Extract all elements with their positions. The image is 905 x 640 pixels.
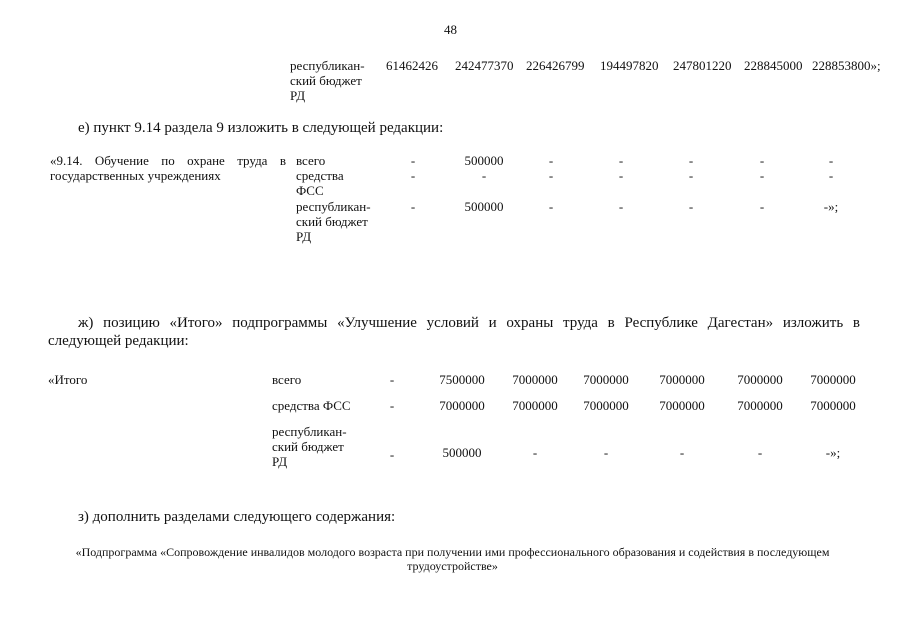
itogo-value: 7000000 — [737, 372, 783, 387]
itogo-value: -»; — [825, 445, 841, 460]
itogo-value: 7000000 — [512, 372, 558, 387]
item-9-14-value: - — [548, 168, 554, 183]
table1-value: 242477370 — [455, 58, 514, 73]
paragraph-zh-line1: ж) позицию «Итого» подпрограммы «Улучшение условий и охраны труда в Республике Дагестан» изложить в — [78, 315, 860, 331]
source-line: РД — [290, 88, 306, 103]
item-9-14-value: 500000 — [464, 153, 504, 168]
itogo-value: - — [389, 372, 395, 387]
item-9-14-value: 500000 — [464, 199, 504, 214]
paragraph-e: е) пункт 9.14 раздела 9 изложить в следующей редакции: — [78, 120, 444, 136]
item-9-14-value: - — [759, 168, 765, 183]
item-9-14-value: - — [410, 168, 416, 183]
item-9-14-source-total: всего — [296, 153, 326, 168]
table1-source-label — [290, 58, 365, 103]
title-word: в — [279, 153, 286, 168]
paragraph-z: з) дополнить разделами следующего содержания: — [78, 509, 396, 525]
itogo-value: 7000000 — [659, 372, 705, 387]
item-9-14-value: - — [410, 153, 416, 168]
item-9-14-value: - — [618, 153, 624, 168]
itogo-source-fss: средства ФСС — [272, 398, 351, 413]
itogo-label: «Итого — [48, 372, 88, 387]
itogo-value: - — [603, 445, 609, 460]
table1-value: 228853800»; — [812, 58, 881, 73]
title-word: Обучение — [94, 153, 149, 168]
itogo-value: 7000000 — [439, 398, 485, 413]
source-line: РД — [272, 454, 288, 469]
itogo-value: 7000000 — [737, 398, 783, 413]
source-line: ский бюджет — [296, 214, 368, 229]
subprogram-title-line1: «Подпрограмма «Сопровождение инвалидов молодого возраста при получении ими профессионального образования и содействия в последующем — [75, 545, 830, 559]
source-line: РД — [296, 229, 312, 244]
item-9-14-value: - — [548, 199, 554, 214]
source-line: республикан- — [296, 199, 371, 214]
item-9-14-value: - — [688, 168, 694, 183]
title-word: охране — [187, 153, 225, 168]
itogo-value: - — [389, 398, 395, 413]
item-9-14-value: - — [548, 153, 554, 168]
itogo-value: 500000 — [442, 445, 482, 460]
title-word: «9.14. — [50, 153, 83, 168]
item-9-14-value: - — [759, 153, 765, 168]
item-9-14-value: - — [410, 199, 416, 214]
itogo-value: - — [389, 447, 395, 462]
item-9-14-value: - — [618, 168, 624, 183]
item-9-14-value: - — [618, 199, 624, 214]
subprogram-title-line2: трудоустройстве» — [407, 559, 498, 573]
itogo-value: 7000000 — [810, 372, 856, 387]
title-word: труда — [237, 153, 268, 168]
itogo-source-total: всего — [272, 372, 302, 387]
table1-value: 228845000 — [744, 58, 803, 73]
table1-value: 194497820 — [600, 58, 659, 73]
itogo-value: - — [679, 445, 685, 460]
table1-value: 61462426 — [386, 58, 438, 73]
title-word: по — [161, 153, 175, 168]
table1-value: 226426799 — [526, 58, 585, 73]
itogo-value: 7000000 — [583, 398, 629, 413]
item-9-14-value: - — [828, 153, 834, 168]
item-9-14-source-fss — [296, 168, 344, 198]
source-line: республикан- — [272, 424, 347, 439]
item-9-14-value: - — [759, 199, 765, 214]
item-9-14-title-line2: государственных учреждениях — [50, 168, 221, 183]
itogo-value: - — [757, 445, 763, 460]
itogo-value: 7000000 — [583, 372, 629, 387]
itogo-value: 7000000 — [810, 398, 856, 413]
itogo-source-rd — [272, 424, 347, 469]
item-9-14-source-rd — [296, 199, 371, 244]
paragraph-zh-line2: следующей редакции: — [48, 333, 189, 349]
source-line: ский бюджет — [272, 439, 344, 454]
source-line: средства — [296, 168, 344, 183]
item-9-14-title-line1 — [50, 153, 286, 168]
itogo-value: 7500000 — [439, 372, 485, 387]
source-line: ский бюджет — [290, 73, 362, 88]
page-number: 48 — [444, 22, 457, 37]
item-9-14-value: - — [688, 199, 694, 214]
item-9-14-value: - — [828, 168, 834, 183]
item-9-14-value: - — [481, 168, 487, 183]
source-line: ФСС — [296, 183, 324, 198]
item-9-14-value: -»; — [823, 199, 839, 214]
item-9-14-value: - — [688, 153, 694, 168]
table1-value: 247801220 — [673, 58, 732, 73]
source-line: республикан- — [290, 58, 365, 73]
itogo-value: - — [532, 445, 538, 460]
itogo-value: 7000000 — [512, 398, 558, 413]
itogo-value: 7000000 — [659, 398, 705, 413]
